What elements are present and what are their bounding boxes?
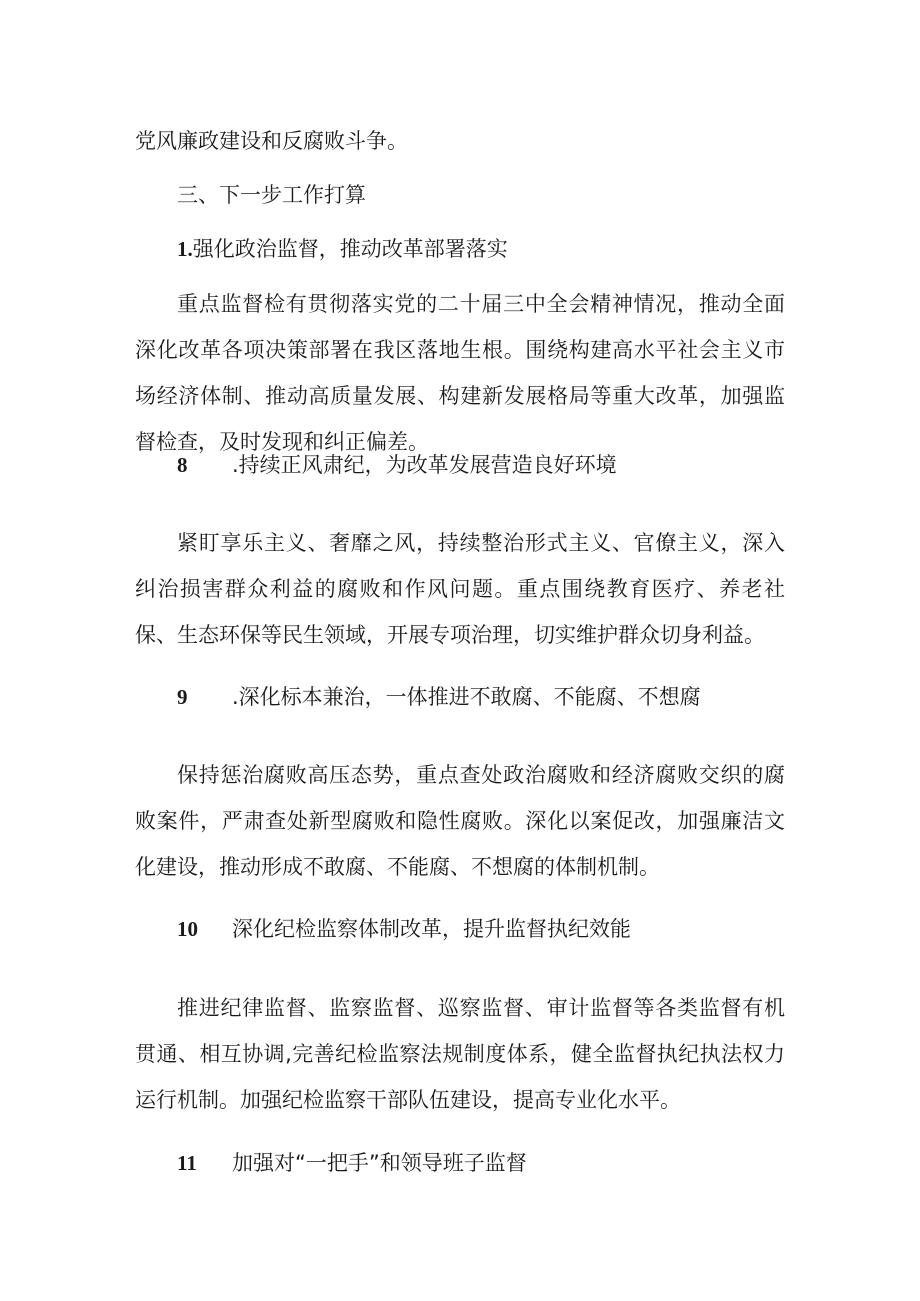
item-heading-9 [177, 682, 701, 712]
continued-line: 党风廉政建设和反腐败斗争。 [135, 129, 408, 153]
item-heading-text-1: 强化政治监督，推动改革部署落实 [192, 237, 508, 261]
item-body-1: 重点监督检有贯彻落实党的二十届三中全会精神情况，推动全面深化改革各项决策部署在我区落地生根。围绕构建高水平社会主义市场经济体制、推动高质量发展、构建新发展格局等重大改革，加强监督检查，及时发现和纠正偏差。 [135, 292, 785, 454]
item-number-9: 9 [177, 685, 188, 709]
item-body-8: 紧盯享乐主义、奢靡之风，持续整治形式主义、官僚主义，深入纠治损害群众利益的腐败和作风问题。重点围绕教育医疗、养老社保、生态环保等民生领域，开展专项治理，切实维护群众切身利益。 [135, 531, 785, 647]
item-body-10: 推进纪律监督、监察监督、巡察监督、审计监督等各类监督有机贯通、相互协调,完善纪检监察法规制度体系，健全监督执纪执法权力运行机制。加强纪检监察干部队伍建设，提高专业化水平。 [135, 996, 785, 1112]
item-heading-text-8: .持续正风肃纪，为改革发展营造良好环境 [232, 453, 617, 477]
item-heading-text-11: 加强对“一把手”和领导班子监督 [232, 1151, 527, 1175]
item-heading-1 [177, 234, 508, 264]
item-number-8: 8 [177, 453, 188, 477]
item-heading-11 [177, 1148, 527, 1178]
section-title: 三、下一步工作打算 [177, 183, 366, 207]
item-body-9: 保持惩治腐败高压态势，重点查处政治腐败和经济腐败交织的腐败案件，严肃查处新型腐败和隐性腐败。深化以案促改，加强廉洁文化建设，推动形成不敢腐、不能腐、不想腐的体制机制。 [135, 763, 785, 879]
item-heading-10 [177, 914, 631, 944]
item-heading-8 [177, 450, 617, 480]
item-number-10: 10 [177, 917, 198, 941]
item-heading-text-9: .深化标本兼治，一体推进不敢腐、不能腐、不想腐 [232, 685, 701, 709]
item-number-1: 1. [177, 237, 193, 261]
item-heading-text-10: 深化纪检监察体制改革，提升监督执纪效能 [232, 917, 631, 941]
item-number-11: 11 [177, 1151, 197, 1175]
